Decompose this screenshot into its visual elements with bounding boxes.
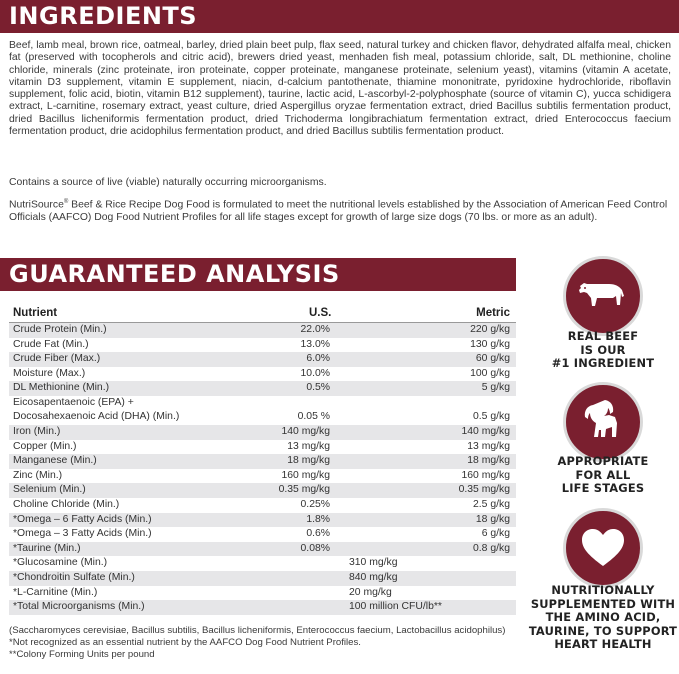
table-row <box>9 542 516 557</box>
metric-value: 160 mg/kg <box>461 469 510 481</box>
table-row <box>9 527 516 542</box>
us-value: 140 mg/kg <box>281 425 330 437</box>
col-nutrient: Nutrient <box>13 307 58 319</box>
table-row <box>9 454 516 469</box>
registered-mark: ® <box>63 199 69 205</box>
cow-badge <box>563 256 643 336</box>
metric-value: 6 g/kg <box>481 528 510 540</box>
table-body <box>9 323 516 615</box>
nutrient-name-line: Eicosapentaenoic (EPA) + <box>13 396 134 408</box>
microorganisms-statement: Contains a source of live (viable) naturally occurring microorganisms. <box>9 177 327 188</box>
metric-value: 13 mg/kg <box>467 440 510 452</box>
ingredients-list: Beef, lamb meal, brown rice, oatmeal, barley, dried plain beet pulp, flax seed, natural turkey and chicken flavor, dehydrated alfalfa meal, chicken fat (preserved with tocopherols and citric acid), brewers dried yeast, menhaden fish meal, potassium chloride, salt, DL methionine, choline chloride, minerals (zinc proteinate, iron proteinate, copper proteinate, manganese proteinate, selenium yeast), vitamins (vitamin A acetate, vitamin D3 supplement, vitamin E supplement, niacin, d-calcium pantothenate, thiamine mononitrate, pyridoxine hydrochloride, riboflavin supplement, folic acid, biotin, vitamin B12 supplement), taurine, lactic acid, L-ascorbyl-2-polyphosphate (source of vitamin C), yucca schidigera extract, L-carnitine, rosemary extract, yeast culture, dried Aspergillus oryzae fermentation extract, dried Bacillus subtilis fermentation product, dried Bacillus licheniformis fermentation product, dried Trichoderma longibrachiatum fermentation extract, dried Enterococcus faecium fermentation product, drie acidophilus fermentation product, and dried Bacillus subtilis fermentation product. <box>9 40 671 138</box>
cow-icon <box>566 259 640 333</box>
metric-value: 18 g/kg <box>475 513 510 525</box>
nutrient-name: Crude Fat (Min.) <box>13 338 89 350</box>
metric-value: 0.5 g/kg <box>473 411 510 423</box>
table-row <box>9 483 516 498</box>
metric-value: 0.35 mg/kg <box>458 484 510 496</box>
table-row <box>9 600 516 615</box>
table-row <box>9 440 516 455</box>
us-value: 10.0% <box>300 367 330 379</box>
us-value: 18 mg/kg <box>287 455 330 467</box>
aafco-statement <box>9 196 671 224</box>
us-value: 0.08% <box>300 542 330 554</box>
nutrient-name: *Omega – 3 Fatty Acids (Min.) <box>13 528 152 540</box>
combined-value: 840 mg/kg <box>349 571 398 583</box>
table-row <box>9 498 516 513</box>
combined-value: 310 mg/kg <box>349 557 398 569</box>
footnote-cfu: **Colony Forming Units per pound <box>9 648 155 660</box>
metric-value: 220 g/kg <box>470 324 510 335</box>
combined-value: 20 mg/kg <box>349 586 392 598</box>
nutrient-name: *Taurine (Min.) <box>13 542 81 554</box>
us-value: 0.6% <box>306 528 330 540</box>
analysis-table <box>9 306 516 615</box>
nutrient-name: *Glucosamine (Min.) <box>13 557 108 569</box>
combined-value: 100 million CFU/lb** <box>349 601 442 613</box>
table-row <box>9 396 516 425</box>
analysis-footnotes <box>9 625 509 660</box>
metric-value: 130 g/kg <box>470 338 510 350</box>
table-header <box>9 306 516 323</box>
us-value: 13 mg/kg <box>287 440 330 452</box>
footnote-aafco: *Not recognized as an essential nutrient by the AAFCO Dog Food Nutrient Profiles. <box>9 636 361 648</box>
nutrient-name: Zinc (Min.) <box>13 469 63 481</box>
us-value: 13.0% <box>300 338 330 350</box>
col-metric: Metric <box>476 307 510 319</box>
nutrient-name: Crude Protein (Min.) <box>13 324 107 335</box>
nutrient-name: Crude Fiber (Max.) <box>13 353 101 365</box>
nutrient-name: Copper (Min.) <box>13 440 77 452</box>
metric-value: 100 g/kg <box>470 367 510 379</box>
col-us: U.S. <box>309 307 332 319</box>
ingredients-heading: INGREDIENTS <box>9 2 198 30</box>
heart-badge <box>563 508 643 588</box>
metric-value: 0.8 g/kg <box>473 542 510 554</box>
beef-badge-text: REAL BEEF IS OUR #1 INGREDIENT <box>551 329 655 370</box>
puppy-badge <box>563 382 643 462</box>
nutrient-name-line: Docosahexaenoic Acid (DHA) (Min.) <box>13 411 180 423</box>
nutrient-name: Manganese (Min.) <box>13 455 97 467</box>
nutrient-name: DL Methionine (Min.) <box>13 382 110 394</box>
table-row <box>9 338 516 353</box>
footnote-organisms: (Saccharomyces cerevisiae, Bacillus subtilis, Bacillus licheniformis, Enterococcus faecium, Lactobacillus acidophilus) <box>9 625 506 636</box>
us-value: 0.25% <box>300 498 330 510</box>
nutrient-name: Moisture (Max.) <box>13 367 86 379</box>
nutrient-name: *L-Carnitine (Min.) <box>13 586 98 598</box>
nutrient-name: *Total Microorganisms (Min.) <box>13 601 145 613</box>
nutrient-name: *Chondroitin Sulfate (Min.) <box>13 571 135 583</box>
nutrient-name: Iron (Min.) <box>13 425 61 437</box>
table-row <box>9 323 516 338</box>
nutrient-name: Selenium (Min.) <box>13 484 86 496</box>
us-value: 0.05 % <box>297 411 330 423</box>
table-row <box>9 586 516 601</box>
puppy-icon <box>566 385 640 459</box>
us-value: 0.5% <box>306 382 330 394</box>
us-value: 6.0% <box>306 353 330 365</box>
metric-value: 60 g/kg <box>475 353 510 365</box>
table-row <box>9 513 516 528</box>
table-row <box>9 556 516 571</box>
life-stages-badge-text: APPROPRIATE FOR ALL LIFE STAGES <box>557 454 649 495</box>
us-value: 0.35 mg/kg <box>278 484 330 496</box>
aafco-statement-text: Beef & Rice Recipe Dog Food is formulated to meet the nutritional levels established by the Association of American Feed Control Officials (AAFCO) Dog Food Nutrient Profiles for all life stages except for growth of large size dogs (70 lbs. or more as an adult). <box>9 199 668 223</box>
nutrient-name: Choline Chloride (Min.) <box>13 498 120 510</box>
table-row <box>9 425 516 440</box>
table-row <box>9 469 516 484</box>
metric-value: 18 mg/kg <box>467 455 510 467</box>
table-row <box>9 381 516 396</box>
table-row <box>9 352 516 367</box>
analysis-banner <box>0 258 516 291</box>
nutrient-name: *Omega – 6 Fatty Acids (Min.) <box>13 513 152 525</box>
metric-value: 5 g/kg <box>481 382 510 394</box>
us-value: 160 mg/kg <box>281 469 330 481</box>
heart-icon <box>566 511 640 585</box>
table-row <box>9 367 516 382</box>
us-value: 22.0% <box>300 324 330 335</box>
metric-value: 140 mg/kg <box>461 425 510 437</box>
nutrient-name <box>13 396 179 425</box>
us-value: 1.8% <box>306 513 330 525</box>
taurine-badge-text: NUTRITIONALLY SUPPLEMENTED WITH THE AMINO ACID, TAURINE, TO SUPPORT HEART HEALTH <box>528 583 678 651</box>
ingredients-banner <box>0 0 679 33</box>
analysis-heading: GUARANTEED ANALYSIS <box>9 260 340 288</box>
brand-name: NutriSource <box>9 199 64 211</box>
table-row <box>9 571 516 586</box>
metric-value: 2.5 g/kg <box>473 498 510 510</box>
